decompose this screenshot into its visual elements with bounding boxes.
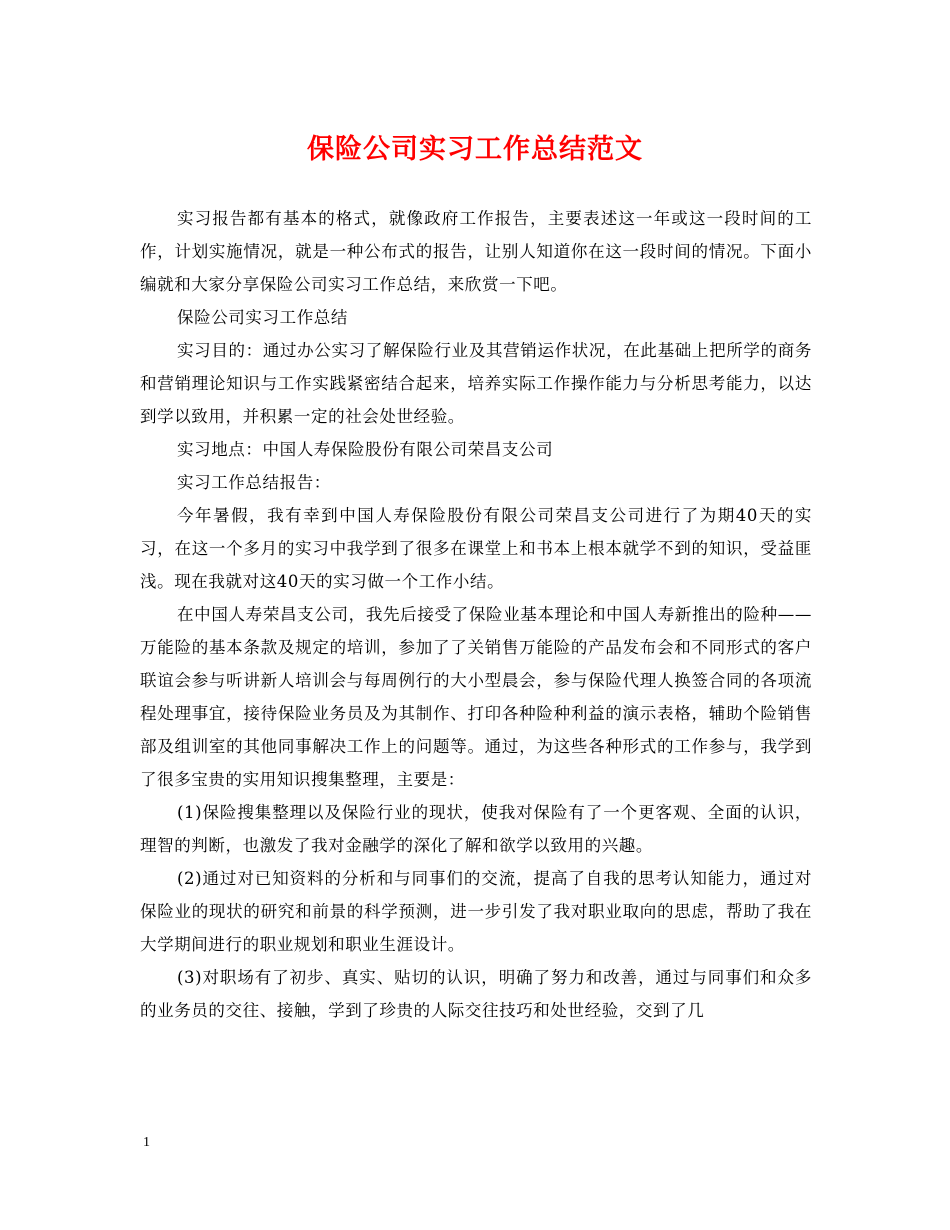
paragraph-point-1: (1)保险搜集整理以及保险行业的现状，使我对保险有了一个更客观、全面的认识，理智的判断，也激发了我对金融学的深化了解和欲学以致用的兴趣。: [140, 803, 812, 855]
paragraph-work-details: 在中国人寿荣昌支公司，我先后接受了保险业基本理论和中国人寿新推出的险种——万能险的基本条款及规定的培训，参加了了关销售万能险的产品发布会和不同形式的客户联谊会参与听讲新人培训会与每周例行的大小型晨会，参与保险代理人换签合同的各项流程处理事宜，接待保险业务员及为其制作、打印各种险种利益的演示表格，辅助个险销售部及组训室的其他同事解决工作上的问题等。通过，为这些各种形式的工作参与，我学到了很多宝贵的实用知识搜集整理，主要是：: [140, 605, 812, 789]
document-title: 保险公司实习工作总结范文: [307, 134, 643, 165]
paragraph-point-2: (2)通过对已知资料的分析和与同事们的交流，提高了自我的思考认知能力，通过对保险业的现状的研究和前景的科学预测，进一步引发了我对职业取向的思虑，帮助了我在大学期间进行的职业规划和职业生涯设计。: [140, 869, 812, 954]
paragraph-intro: 实习报告都有基本的格式，就像政府工作报告，主要表述这一年或这一段时间的工作，计划实施情况，就是一种公布式的报告，让别人知道你在这一段时间的情况。下面小编就和大家分享保险公司实习工作总结，来欣赏一下吧。: [140, 209, 812, 294]
paragraph-summer: 今年暑假，我有幸到中国人寿保险股份有限公司荣昌支公司进行了为期40天的实习，在这一个多月的实习中我学到了很多在课堂上和书本上根本就学不到的知识，受益匪浅。现在我就对这40天的实习做一个工作小结。: [140, 506, 812, 591]
paragraph-report-heading: 实习工作总结报告：: [177, 473, 331, 492]
page-number: 1: [143, 1135, 150, 1150]
paragraph-subtitle: 保险公司实习工作总结: [177, 308, 348, 327]
paragraph-location: 实习地点：中国人寿保险股份有限公司荣昌支公司: [177, 440, 554, 459]
paragraph-point-3: (3)对职场有了初步、真实、贴切的认识，明确了努力和改善，通过与同事们和众多的业务员的交往、接触，学到了珍贵的人际交往技巧和处世经验，交到了几: [140, 968, 812, 1020]
paragraph-purpose: 实习目的：通过办公实习了解保险行业及其营销运作状况，在此基础上把所学的商务和营销理论知识与工作实践紧密结合起来，培养实际工作操作能力与分析思考能力，以达到学以致用，并积累一定的社会处世经验。: [140, 341, 812, 426]
document-body: [140, 202, 812, 1027]
